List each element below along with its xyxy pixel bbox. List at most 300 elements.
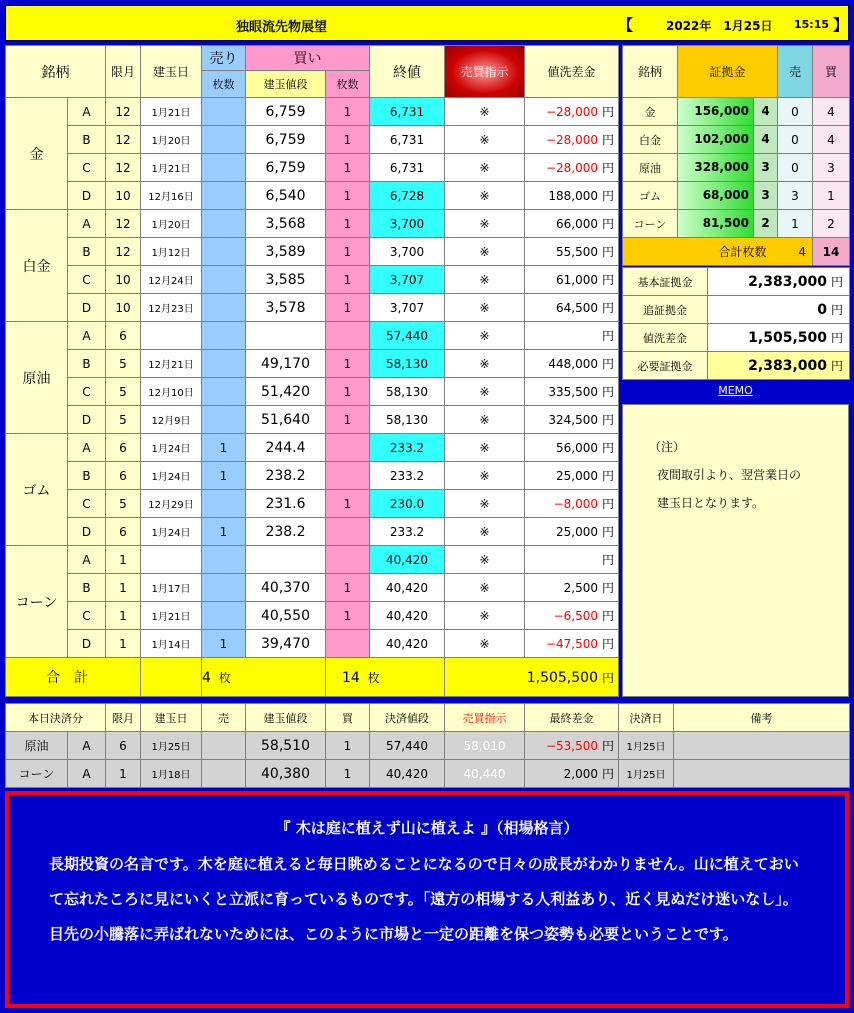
position-sub: C (68, 266, 106, 294)
position-pl-yen: 円 (601, 469, 614, 483)
position-pl-value: −28,000 (545, 161, 598, 175)
settle-col-header: 決済値段 (370, 704, 445, 732)
position-open-price: 244.4 (246, 434, 326, 462)
summary-amount: 2,383,000 (748, 274, 827, 290)
settle-pl (525, 760, 619, 788)
positions-panel (5, 45, 618, 697)
position-row (6, 126, 619, 154)
col-order: 売買指示 (445, 46, 525, 98)
position-pl-yen: 円 (601, 357, 614, 371)
margin-value: 102,000 (678, 126, 753, 153)
position-row (6, 210, 619, 238)
position-order[interactable]: ※ (445, 238, 525, 266)
position-pl-value: −28,000 (545, 105, 598, 119)
settle-price-close: 57,440 (370, 732, 445, 760)
margin-sell: 0 (778, 98, 813, 126)
summary-label: 追証拠金 (623, 296, 708, 324)
position-sell-count (202, 574, 246, 602)
margin-amount (678, 154, 778, 182)
position-pl-value: 335,500 (548, 385, 598, 399)
position-sell-count (202, 98, 246, 126)
summary-label: 値洗差金 (623, 324, 708, 352)
position-month: 5 (106, 350, 141, 378)
position-month: 5 (106, 378, 141, 406)
margin-value: 81,500 (678, 210, 753, 237)
position-open-price: 238.2 (246, 462, 326, 490)
position-open-date: 12月29日 (141, 490, 202, 518)
position-order[interactable]: ※ (445, 518, 525, 546)
position-pl-value: 25,000 (555, 525, 598, 539)
position-buy-count: 1 (326, 294, 370, 322)
margin-units: 4 (753, 126, 777, 153)
position-pl-yen: 円 (601, 581, 614, 595)
position-pl (525, 602, 619, 630)
totals-buy-unit: 枚 (367, 670, 380, 685)
position-open-price: 3,585 (246, 266, 326, 294)
position-order[interactable]: ※ (445, 602, 525, 630)
position-order[interactable]: ※ (445, 210, 525, 238)
position-pl-yen: 円 (601, 105, 614, 119)
position-pl (525, 210, 619, 238)
position-pl (525, 546, 619, 574)
position-sub: B (68, 126, 106, 154)
summary-yen: 円 (830, 275, 843, 289)
position-pl (525, 294, 619, 322)
position-sell-count (202, 182, 246, 210)
summary-label: 必要証拠金 (623, 352, 708, 380)
position-pl (525, 322, 619, 350)
position-open-date: 12月9日 (141, 406, 202, 434)
position-order[interactable]: ※ (445, 98, 525, 126)
position-sell-count: 1 (202, 434, 246, 462)
position-pl (525, 126, 619, 154)
position-row (6, 98, 619, 126)
settle-date-closed: 1月25日 (619, 760, 674, 788)
position-order[interactable]: ※ (445, 434, 525, 462)
margin-row (623, 182, 850, 210)
margin-buy: 4 (813, 98, 850, 126)
position-month: 12 (106, 210, 141, 238)
margin-symbol: コーン (623, 210, 678, 238)
position-month: 6 (106, 462, 141, 490)
settle-price: 40,380 (246, 760, 326, 788)
position-pl (525, 238, 619, 266)
position-open-price: 49,170 (246, 350, 326, 378)
settle-pl-value: −53,500 (545, 739, 598, 753)
margin-col-symbol: 銘柄 (623, 46, 678, 98)
margin-units: 2 (753, 210, 777, 237)
position-open-date: 12月16日 (141, 182, 202, 210)
position-close: 40,420 (370, 574, 445, 602)
settle-price-close: 40,420 (370, 760, 445, 788)
position-close: 58,130 (370, 350, 445, 378)
totals-sell-unit: 枚 (218, 670, 231, 685)
margin-value: 68,000 (678, 182, 753, 209)
position-buy-count: 1 (326, 490, 370, 518)
position-close: 57,440 (370, 322, 445, 350)
margin-units: 4 (753, 98, 777, 125)
settle-note (674, 732, 850, 760)
position-open-price: 51,420 (246, 378, 326, 406)
position-open-date: 1月24日 (141, 462, 202, 490)
settle-col-header: 買 (326, 704, 370, 732)
position-buy-count: 1 (326, 182, 370, 210)
header-date: 2022年 1月25日 (666, 19, 773, 33)
position-sub: C (68, 154, 106, 182)
position-pl-value: 64,500 (555, 301, 598, 315)
margin-sell: 1 (778, 210, 813, 238)
position-close: 58,130 (370, 378, 445, 406)
position-sell-count: 1 (202, 630, 246, 658)
margin-col-buy: 買 (813, 46, 850, 98)
margin-sell: 0 (778, 154, 813, 182)
position-month: 10 (106, 266, 141, 294)
position-row (6, 378, 619, 406)
position-close: 233.2 (370, 518, 445, 546)
page-title: 独眼流先物展望 (236, 20, 328, 35)
position-month: 6 (106, 322, 141, 350)
summary-yen: 円 (830, 303, 843, 317)
summary-row (623, 296, 850, 324)
settle-col-header: 売買指示 (445, 704, 525, 732)
summary-yen: 円 (830, 331, 843, 345)
position-buy-count: 1 (326, 574, 370, 602)
position-pl-value: −28,000 (545, 133, 598, 147)
memo-box (622, 404, 849, 697)
position-pl (525, 406, 619, 434)
position-pl (525, 630, 619, 658)
position-pl-value: 61,000 (555, 273, 598, 287)
position-pl (525, 154, 619, 182)
position-row (6, 406, 619, 434)
position-month: 12 (106, 126, 141, 154)
settlement-header (6, 704, 850, 732)
totals-sell (202, 658, 326, 697)
position-sell-count (202, 406, 246, 434)
margin-units: 3 (753, 182, 777, 209)
position-buy-count (326, 434, 370, 462)
position-buy-count: 1 (326, 238, 370, 266)
col-sell-count: 枚数 (202, 71, 246, 98)
memo-line: 夜間取引より、翌営業日の (657, 468, 802, 482)
settle-col-header: 建玉日 (141, 704, 202, 732)
totals-label: 合 計 (6, 658, 141, 697)
margin-sell: 3 (778, 182, 813, 210)
position-buy-count: 1 (326, 378, 370, 406)
settle-buy: 1 (326, 760, 370, 788)
position-sell-count (202, 266, 246, 294)
settle-row (6, 732, 850, 760)
settle-row (6, 760, 850, 788)
margin-buy: 1 (813, 182, 850, 210)
position-month: 12 (106, 238, 141, 266)
position-order[interactable]: ※ (445, 126, 525, 154)
position-pl (525, 574, 619, 602)
position-close: 40,420 (370, 602, 445, 630)
margin-symbol: 白金 (623, 126, 678, 154)
position-pl-yen: 円 (601, 609, 614, 623)
position-buy-count: 1 (326, 266, 370, 294)
position-open-price: 39,470 (246, 630, 326, 658)
position-pl-value: 66,000 (555, 217, 598, 231)
col-buy-count: 枚数 (326, 71, 370, 98)
position-row (6, 238, 619, 266)
margin-amount (678, 210, 778, 238)
symbol-name: 金 (6, 98, 68, 210)
position-month: 1 (106, 546, 141, 574)
position-buy-count: 1 (326, 602, 370, 630)
summary-row (623, 352, 850, 380)
position-close: 233.2 (370, 434, 445, 462)
position-buy-count: 1 (326, 154, 370, 182)
settle-date: 1月25日 (141, 732, 202, 760)
settle-col-header: 限月 (106, 704, 141, 732)
margin-symbol: 原油 (623, 154, 678, 182)
col-symbol: 銘柄 (6, 46, 106, 98)
position-open-date (141, 546, 202, 574)
settle-sub: A (68, 760, 106, 788)
summary-value (708, 296, 850, 324)
position-pl-value: 55,500 (555, 245, 598, 259)
position-pl-yen: 円 (601, 413, 614, 427)
position-sub: A (68, 210, 106, 238)
margin-total-row (623, 238, 813, 266)
position-pl-yen: 円 (601, 441, 614, 455)
position-order[interactable]: ※ (445, 406, 525, 434)
position-sell-count: 1 (202, 518, 246, 546)
position-order[interactable]: ※ (445, 154, 525, 182)
position-sub: D (68, 518, 106, 546)
position-open-price: 6,540 (246, 182, 326, 210)
bracket-open: 【 (618, 16, 634, 34)
proverb-box (5, 791, 849, 1008)
position-open-price: 40,370 (246, 574, 326, 602)
settle-pl-value: 2,000 (563, 767, 598, 781)
col-close: 終値 (370, 46, 445, 98)
position-row (6, 602, 619, 630)
totals-buy-count: 14 (342, 669, 360, 686)
position-row (6, 546, 619, 574)
position-sub: D (68, 294, 106, 322)
symbol-name: 白金 (6, 210, 68, 322)
proverb-body: 長期投資の名言です。木を庭に植えると毎日眺めることになるので日々の成長がわかりません。山に植えておいて忘れたころに見にいくと立派に育っているものです。「遠方の相場する人利益あり、近く見ぬだけ迷いなし」。目先の小騰落に弄ばれないためには、このように市場と一定の距離を保つ姿勢も必要ということです。 (49, 855, 799, 943)
position-open-price: 6,759 (246, 154, 326, 182)
margin-symbol: 金 (623, 98, 678, 126)
symbol-name: ゴム (6, 434, 68, 546)
position-open-date: 1月21日 (141, 98, 202, 126)
position-sell-count (202, 378, 246, 406)
position-close: 40,420 (370, 546, 445, 574)
memo-line: 建玉日となります。 (657, 496, 765, 510)
position-buy-count (326, 546, 370, 574)
position-pl-yen: 円 (601, 637, 614, 651)
proverb-title: 『 木は庭に植えず山に植えよ 』（相場格言） (275, 819, 579, 837)
position-pl-yen: 円 (601, 329, 614, 343)
position-pl (525, 350, 619, 378)
position-open-date (141, 322, 202, 350)
totals-row (6, 658, 619, 697)
summary-row (623, 268, 850, 296)
settle-sell (202, 732, 246, 760)
settle-symbol: 原油 (6, 732, 68, 760)
position-sell-count (202, 210, 246, 238)
col-month: 限月 (106, 46, 141, 98)
summary-label: 基本証拠金 (623, 268, 708, 296)
settle-date-closed: 1月25日 (619, 732, 674, 760)
col-open-date: 建玉日 (141, 46, 202, 98)
settle-col-header: 売 (202, 704, 246, 732)
position-close: 6,731 (370, 98, 445, 126)
position-month: 1 (106, 602, 141, 630)
position-sub: B (68, 238, 106, 266)
position-open-date: 1月14日 (141, 630, 202, 658)
position-open-date: 1月21日 (141, 602, 202, 630)
position-order[interactable]: ※ (445, 350, 525, 378)
position-open-price (246, 546, 326, 574)
position-row (6, 630, 619, 658)
position-sell-count (202, 490, 246, 518)
summary-row (623, 324, 850, 352)
position-buy-count: 1 (326, 98, 370, 126)
position-pl-value: 56,000 (555, 441, 598, 455)
position-open-date: 1月21日 (141, 154, 202, 182)
position-close: 3,707 (370, 294, 445, 322)
position-sub: A (68, 546, 106, 574)
position-order[interactable]: ※ (445, 266, 525, 294)
position-month: 6 (106, 434, 141, 462)
position-pl-yen: 円 (601, 553, 614, 567)
settle-symbol: コーン (6, 760, 68, 788)
totals-pl (445, 658, 619, 697)
position-buy-count (326, 518, 370, 546)
position-sub: D (68, 630, 106, 658)
position-month: 12 (106, 154, 141, 182)
position-sub: A (68, 434, 106, 462)
settle-pl-yen: 円 (601, 739, 614, 753)
position-pl-yen: 円 (601, 245, 614, 259)
position-open-date: 12月24日 (141, 266, 202, 294)
symbol-name: コーン (6, 546, 68, 658)
position-buy-count (326, 462, 370, 490)
col-pl: 値洗差金 (525, 46, 619, 98)
position-order[interactable]: ※ (445, 546, 525, 574)
col-open-price: 建玉値段 (246, 71, 326, 98)
position-sub: D (68, 182, 106, 210)
header-bar (5, 5, 849, 41)
position-month: 1 (106, 630, 141, 658)
position-order[interactable]: ※ (445, 490, 525, 518)
position-open-date: 12月23日 (141, 294, 202, 322)
settle-sub: A (68, 732, 106, 760)
settle-col-header: 建玉値段 (246, 704, 326, 732)
position-sub: C (68, 378, 106, 406)
position-open-date: 1月24日 (141, 518, 202, 546)
position-pl-value: 25,000 (555, 469, 598, 483)
margin-symbol: ゴム (623, 182, 678, 210)
settle-date: 1月18日 (141, 760, 202, 788)
position-pl-value: 324,500 (548, 413, 598, 427)
settlement-table (5, 703, 850, 788)
settle-order: 40,440 (445, 760, 525, 788)
position-order[interactable]: ※ (445, 574, 525, 602)
position-sell-count (202, 602, 246, 630)
position-close: 3,707 (370, 266, 445, 294)
position-pl-yen: 円 (601, 133, 614, 147)
memo-line: （注） (649, 440, 686, 454)
settle-col-header: 本日決済分 (6, 704, 106, 732)
position-row (6, 490, 619, 518)
position-buy-count (326, 322, 370, 350)
position-month: 12 (106, 98, 141, 126)
totals-buy (326, 658, 445, 697)
position-open-date: 12月21日 (141, 350, 202, 378)
position-pl-yen: 円 (601, 497, 614, 511)
position-order[interactable]: ※ (445, 182, 525, 210)
position-sub: D (68, 406, 106, 434)
margin-sell: 0 (778, 126, 813, 154)
symbol-name: 原油 (6, 322, 68, 434)
position-sell-count: 1 (202, 462, 246, 490)
position-month: 6 (106, 518, 141, 546)
position-buy-count: 1 (326, 406, 370, 434)
position-pl-value: −47,500 (545, 637, 598, 651)
position-close: 3,700 (370, 238, 445, 266)
settlement-panel (5, 703, 849, 788)
col-buy: 買い (246, 46, 370, 71)
position-close: 3,700 (370, 210, 445, 238)
position-pl-yen: 円 (601, 189, 614, 203)
position-pl (525, 266, 619, 294)
settle-buy: 1 (326, 732, 370, 760)
margin-total-sell: 4 (798, 245, 806, 259)
margin-row (623, 154, 850, 182)
settle-col-header: 最終差金 (525, 704, 619, 732)
settle-pl-yen: 円 (601, 767, 614, 781)
position-open-price: 3,589 (246, 238, 326, 266)
position-order[interactable]: ※ (445, 294, 525, 322)
position-month: 5 (106, 406, 141, 434)
margin-value: 156,000 (678, 98, 753, 125)
position-pl (525, 462, 619, 490)
settle-note (674, 760, 850, 788)
position-sell-count (202, 154, 246, 182)
margin-value: 328,000 (678, 154, 753, 181)
position-pl (525, 182, 619, 210)
position-order[interactable]: ※ (445, 322, 525, 350)
position-order[interactable]: ※ (445, 630, 525, 658)
position-open-date: 1月17日 (141, 574, 202, 602)
position-sub: B (68, 350, 106, 378)
summary-amount: 0 (817, 302, 827, 318)
position-close: 6,731 (370, 154, 445, 182)
summary-value (708, 352, 850, 380)
margin-buy: 3 (813, 154, 850, 182)
position-pl (525, 98, 619, 126)
position-sub: B (68, 462, 106, 490)
settle-price: 58,510 (246, 732, 326, 760)
position-pl-yen: 円 (601, 273, 614, 287)
position-row (6, 294, 619, 322)
position-sell-count (202, 126, 246, 154)
margin-amount (678, 182, 778, 210)
margin-buy: 2 (813, 210, 850, 238)
position-order[interactable]: ※ (445, 462, 525, 490)
memo-link[interactable]: MEMO (622, 380, 849, 402)
position-order[interactable]: ※ (445, 378, 525, 406)
position-open-price: 238.2 (246, 518, 326, 546)
totals-pl-value: 1,505,500 (526, 669, 598, 686)
position-sub: C (68, 602, 106, 630)
